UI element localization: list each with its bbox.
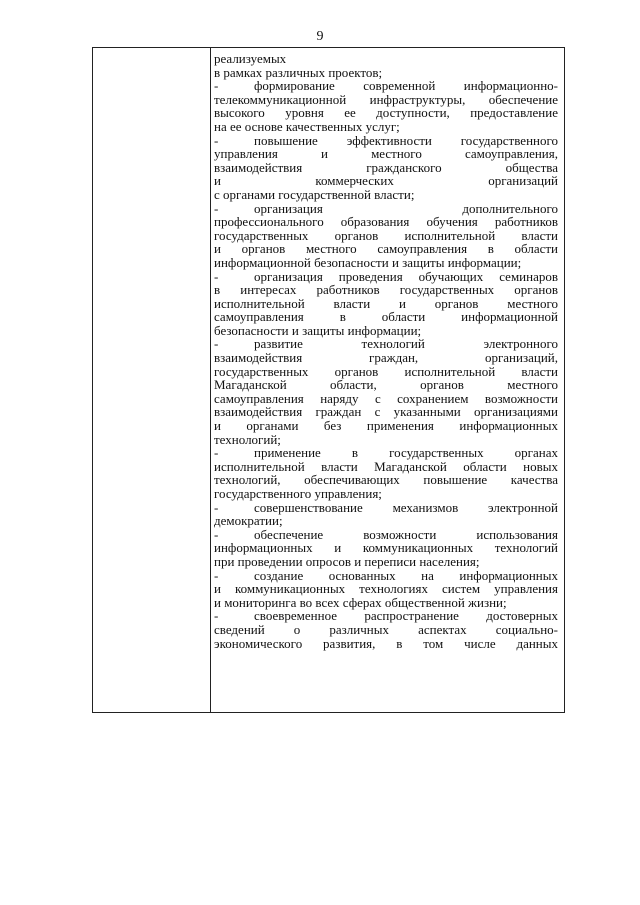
line-text: самоуправления в области информационной: [214, 309, 558, 325]
line-text: реализуемых: [214, 51, 287, 66]
line-text: обеспечение возможности использования: [254, 526, 558, 542]
text-line: [214, 256, 558, 270]
text-line: [214, 161, 558, 175]
text-line: [214, 188, 558, 202]
line-text: исполнительной власти Магаданской области новых: [214, 458, 558, 474]
line-text: создание основанных на информационных: [254, 567, 558, 583]
text-line: [214, 623, 558, 637]
line-text: экономического развития, в том числе данных: [214, 635, 558, 651]
line-text: демократии;: [214, 513, 283, 529]
line-text: технологий, обеспечивающих повышение качества: [214, 472, 558, 488]
text-line: [214, 351, 558, 365]
text-line: [214, 310, 558, 324]
line-text: развитие технологий электронного: [254, 336, 558, 352]
line-text: и коммерческих организаций: [214, 173, 558, 189]
line-text: в рамках различных проектов;: [214, 64, 383, 80]
text-line: [214, 242, 558, 256]
text-line: [214, 93, 558, 107]
line-text: информационных и коммуникационных технологий: [214, 540, 558, 556]
text-line: [214, 120, 558, 134]
line-text: взаимодействия граждан, организаций,: [214, 350, 558, 366]
list-dash: -: [214, 268, 219, 284]
line-text: совершенствование механизмов электронной: [254, 499, 558, 515]
line-text: своевременное распространение достоверных: [254, 608, 558, 624]
text-line: [214, 134, 558, 148]
text-line: [214, 337, 558, 351]
text-line: [214, 283, 558, 297]
text-line: [214, 324, 558, 338]
text-line: [214, 460, 558, 474]
line-text: государственного управления;: [214, 486, 382, 501]
line-text: в интересах работников государственных органов: [214, 282, 558, 298]
line-text: организация дополнительного: [254, 200, 558, 216]
line-text: Магаданской области, органов местного: [214, 377, 558, 393]
line-text: управления и местного самоуправления,: [214, 146, 558, 162]
line-text: государственных органов исполнительной власти: [214, 363, 558, 379]
line-text: с органами государственной власти;: [214, 186, 415, 202]
line-text: взаимодействия граждан с указанными организациями: [214, 404, 558, 420]
list-dash: -: [214, 445, 219, 461]
text-line: [214, 501, 558, 515]
text-line: [214, 297, 558, 311]
text-line: [214, 569, 558, 583]
list-dash: -: [214, 200, 219, 216]
text-line: [214, 473, 558, 487]
line-text: и коммуникационных технологиях систем управления: [214, 581, 558, 597]
line-text: на ее основе качественных услуг;: [214, 118, 400, 134]
text-line: [214, 596, 558, 610]
line-text: исполнительной власти и органов местного: [214, 295, 558, 311]
line-text: технологий;: [214, 431, 281, 447]
page-number: 9: [316, 29, 324, 44]
text-line: [214, 637, 558, 651]
line-text: и органов местного самоуправления в области: [214, 241, 558, 257]
content-table: [92, 47, 565, 713]
text-line: [214, 528, 558, 542]
text-line: [214, 392, 558, 406]
line-text: применение в государственных органах: [254, 445, 558, 461]
text-line: [214, 514, 558, 528]
text-line: [214, 555, 558, 569]
line-text: информационной безопасности и защиты информации;: [214, 254, 522, 270]
list-dash: -: [214, 336, 219, 352]
text-line: [214, 446, 558, 460]
text-line: [214, 52, 558, 66]
line-text: организация проведения обучающих семинаров: [254, 268, 558, 284]
list-dash: -: [214, 78, 219, 94]
line-text: при проведении опросов и переписи населения;: [214, 553, 480, 569]
list-dash: -: [214, 132, 219, 148]
list-dash: -: [214, 526, 219, 542]
text-line: [214, 419, 558, 433]
text-line: [214, 405, 558, 419]
text-line: [214, 202, 558, 216]
list-dash: -: [214, 608, 219, 624]
text-line: [214, 174, 558, 188]
text-line: [214, 79, 558, 93]
text-line: [214, 215, 558, 229]
text-line: [214, 541, 558, 555]
text-line: [214, 147, 558, 161]
text-line: [214, 66, 558, 80]
text-line: [214, 270, 558, 284]
text-line: [214, 433, 558, 447]
line-text: безопасности и защиты информации;: [214, 322, 422, 338]
line-text: формирование современной информационно-: [254, 78, 558, 94]
line-text: и мониторинга во всех сферах общественной жизни;: [214, 594, 507, 610]
text-line: [214, 609, 558, 623]
line-text: государственных органов исполнительной власти: [214, 227, 558, 243]
text-line: [214, 487, 558, 501]
column-divider: [210, 48, 211, 712]
line-text: взаимодействия гражданского общества: [214, 159, 558, 175]
text-line: [214, 365, 558, 379]
list-dash: -: [214, 499, 219, 515]
line-text: профессионального образования обучения работников: [214, 214, 558, 230]
line-text: самоуправления наряду с сохранением возможности: [214, 390, 558, 406]
line-text: и органами без применения информационных: [214, 418, 558, 434]
text-line: [214, 229, 558, 243]
line-text: повышение эффективности государственного: [254, 132, 558, 148]
line-text: телекоммуникационной инфраструктуры, обеспечение: [214, 91, 558, 107]
line-text: высокого уровня ее доступности, предоставление: [214, 105, 558, 121]
text-line: [214, 106, 558, 120]
text-line: [214, 582, 558, 596]
text-column: [214, 52, 558, 650]
line-text: сведений о различных аспектах социально-: [214, 621, 558, 637]
list-dash: -: [214, 567, 219, 583]
text-line: [214, 378, 558, 392]
